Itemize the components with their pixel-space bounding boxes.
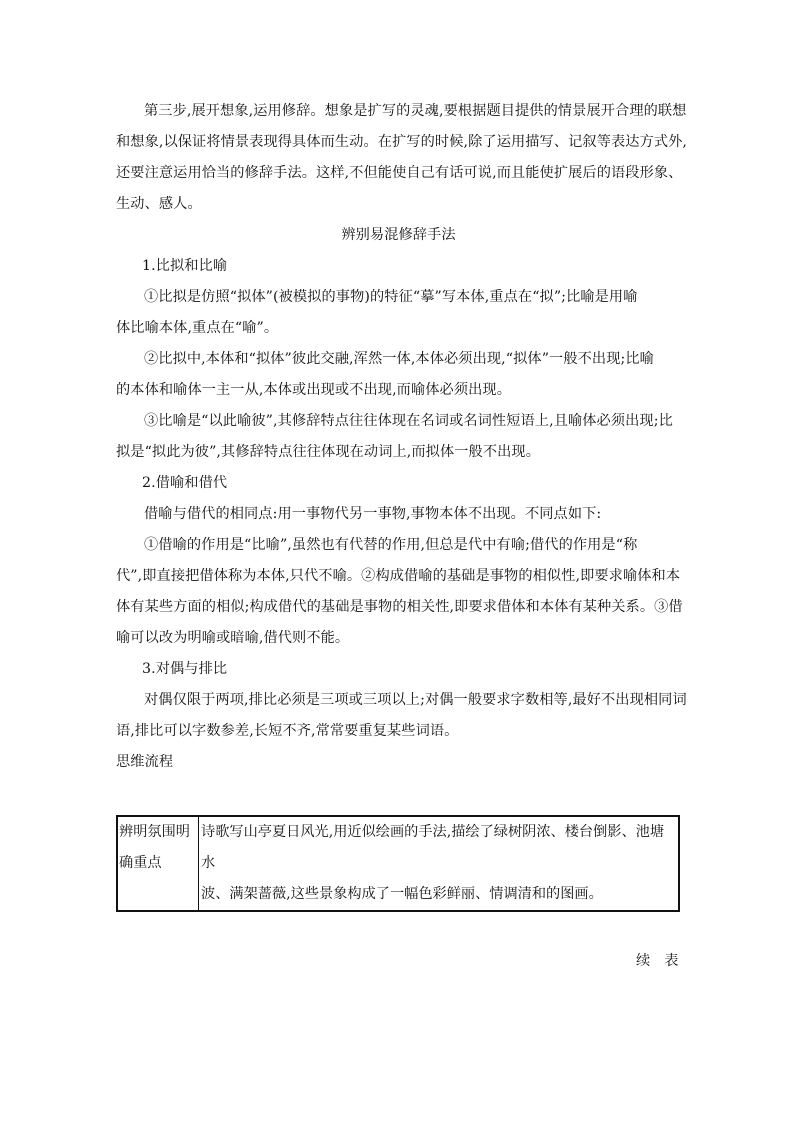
text-line: 体比喻本体,重点在“喻”。 xyxy=(116,320,279,336)
text-line: ③比喻是“以此喻彼”,其修辞特点往往体现在名词或名词性短语上,且喻体必须出现;比 xyxy=(144,413,673,429)
table-cell-step xyxy=(117,816,199,911)
text-line: 对偶仅限于两项,排比必须是三项或三项以上;对偶一般要求字数相等,最好不出现相同词 xyxy=(144,692,687,708)
text-line: ②比拟中,本体和“拟体”彼此交融,浑然一体,本体必须出现,“拟体”一般不出现;比喻 xyxy=(144,351,654,367)
intro-paragraph xyxy=(116,96,688,220)
section-heading: 3.对偶与排比 xyxy=(142,661,228,677)
flow-table xyxy=(116,815,680,912)
section-heading: 1.比拟和比喻 xyxy=(142,258,228,274)
paragraph xyxy=(116,406,681,468)
text-line: ①比拟是仿照“拟体”(被模拟的事物)的特征“摹”写本体,重点在“拟”;比喻是用喻 xyxy=(144,289,638,305)
continued-label: 续表 xyxy=(636,953,693,969)
text-line: 借喻与借代的相同点:用一事物代另一事物,事物本体不出现。不同点如下: xyxy=(144,506,602,522)
text-line: 体有某些方面的相似;构成借代的基础是事物的相关性,即要求借体和本体有某种关系。③借 xyxy=(116,599,683,615)
section-title: 辨别易混修辞手法 xyxy=(341,227,456,243)
paragraph xyxy=(116,499,681,530)
text-line: 和想象,以保证将情景表现得具体而生动。在扩写的时候,除了运用描写、记叙等表达方式外, xyxy=(116,134,688,150)
text-line: 还要注意运用恰当的修辞手法。这样,不但能使自己有话可说,而且能使扩展后的语段形象、 xyxy=(116,165,683,181)
text-line: 的本体和喻体一主一从,本体或出现或不出现,而喻体必须出现。 xyxy=(116,382,511,398)
text-line: 第三步,展开想象,运用修辞。想象是扩写的灵魂,要根据题目提供的情景展开合理的联想 xyxy=(144,103,687,119)
table-cell-content xyxy=(199,816,680,911)
paragraph xyxy=(116,282,681,344)
cell-line: 波、满架蔷薇,这些景象构成了一幅色彩鲜丽、情调清和的图画。 xyxy=(201,886,603,902)
text-line: 语,排比可以字数参差,长短不齐,常常要重复某些词语。 xyxy=(116,723,459,739)
flow-label: 思维流程 xyxy=(116,754,174,770)
paragraph xyxy=(116,530,681,654)
table-row xyxy=(117,816,679,911)
text-line: 拟是“拟此为彼”,其修辞特点往往体现在动词上,而拟体一般不出现。 xyxy=(116,444,540,460)
text-line: 喻可以改为明喻或暗喻,借代则不能。 xyxy=(116,630,350,646)
text-line: 代”,即直接把借体称为本体,只代不喻。②构成借喻的基础是事物的相似性,即要求喻体和本 xyxy=(116,568,681,584)
text-line: 生动、感人。 xyxy=(116,196,202,212)
document-body xyxy=(116,96,688,778)
cell-line: 确重点 xyxy=(119,855,162,871)
text-line: ①借喻的作用是“比喻”,虽然也有代替的作用,但总是代中有喻;借代的作用是“称 xyxy=(144,537,638,553)
paragraph xyxy=(116,685,687,747)
section-heading: 2.借喻和借代 xyxy=(142,475,228,491)
cell-line: 辨明氛围明 xyxy=(119,824,190,840)
paragraph xyxy=(116,344,681,406)
cell-line: 诗歌写山亭夏日风光,用近似绘画的手法,描绘了绿树阴浓、楼台倒影、池塘水 xyxy=(201,824,665,871)
